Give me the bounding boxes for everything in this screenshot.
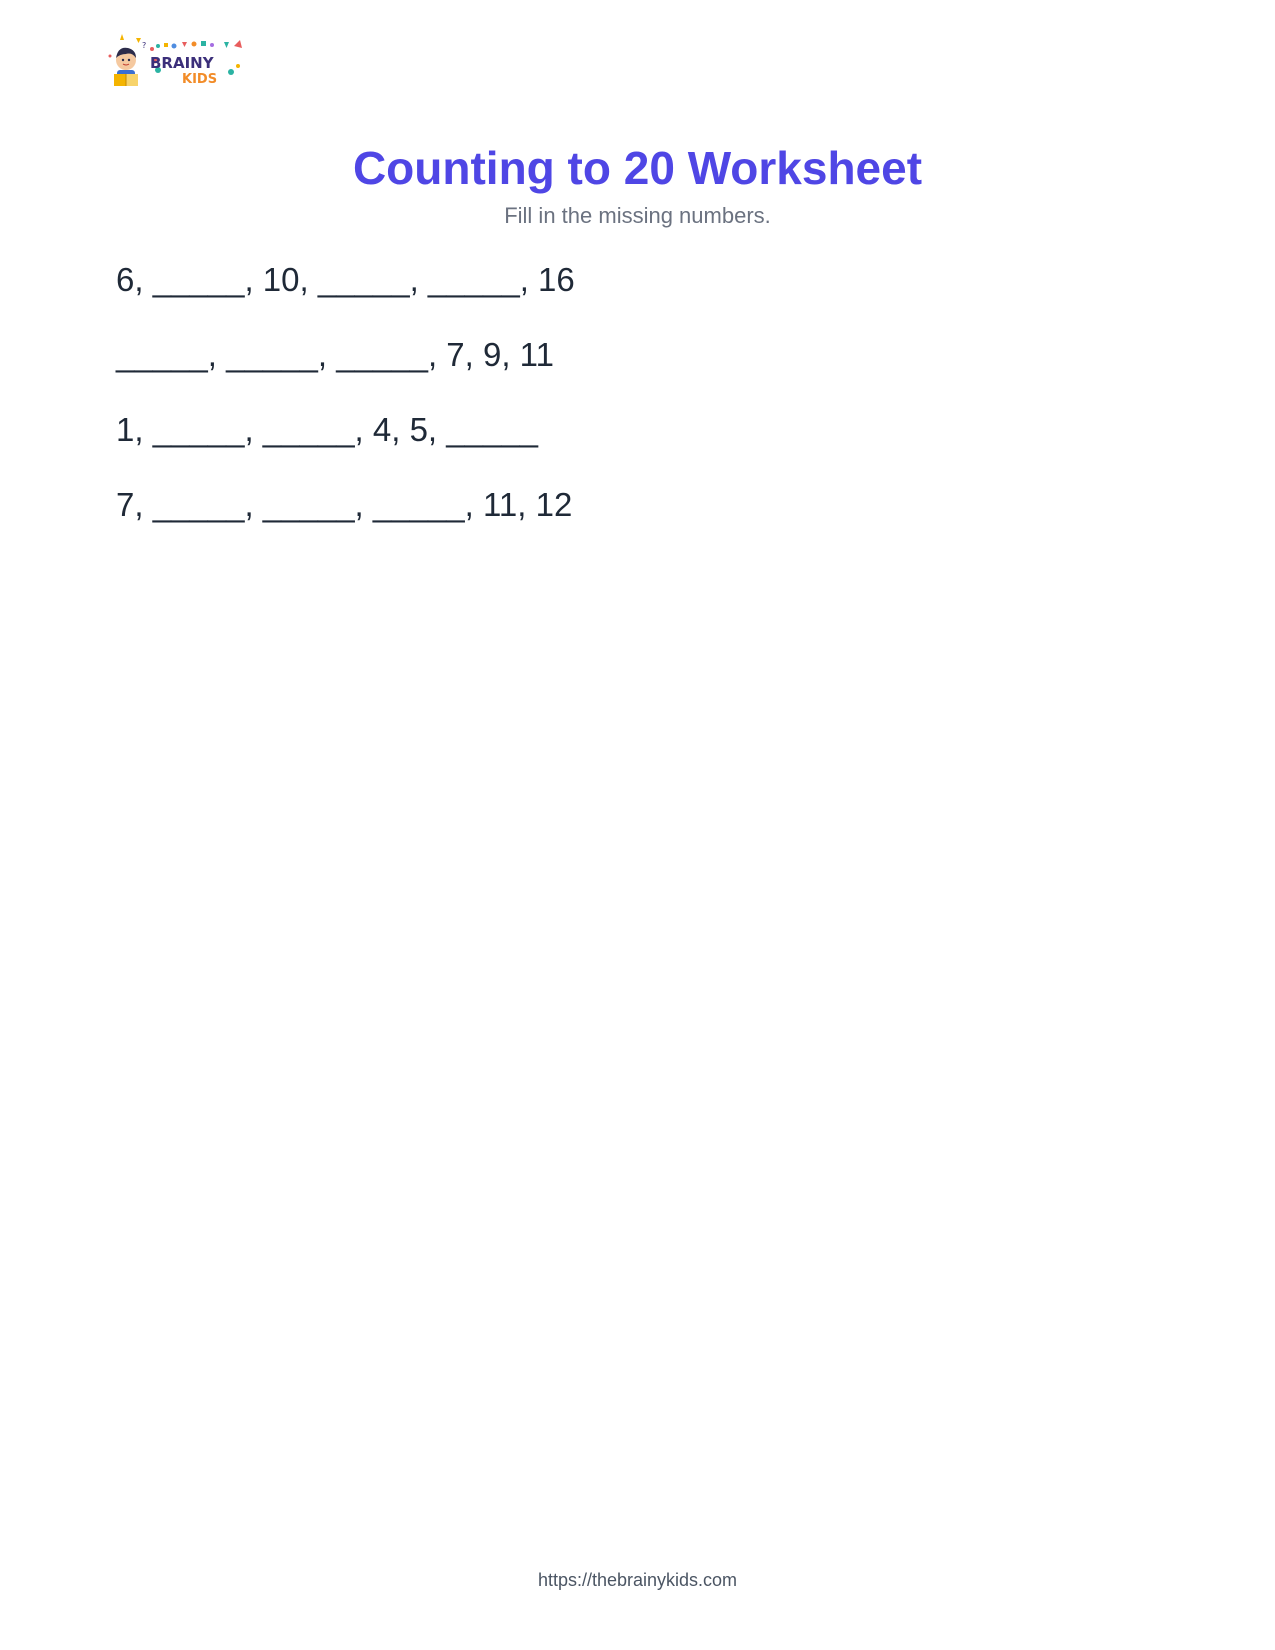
sequence-problem-1: 6, _____, 10, _____, _____, 16 <box>116 261 575 298</box>
sequence-problem-4: 7, _____, _____, _____, 11, 12 <box>116 486 573 523</box>
logo-word-brainy: BRAINY <box>150 54 214 72</box>
footer-url[interactable]: https://thebrainykids.com <box>537 1570 738 1590</box>
sequence-problem-3: 1, _____, _____, 4, 5, _____ <box>116 411 539 448</box>
svg-text:?: ? <box>142 41 147 50</box>
problem-list <box>116 260 575 560</box>
logo-word-kids: KIDS <box>182 72 218 87</box>
instructions: Fill in the missing numbers. <box>504 203 771 228</box>
brainy-kids-logo <box>106 32 254 94</box>
page-title: Counting to 20 Worksheet <box>352 142 923 194</box>
sequence-problem-2: _____, _____, _____, 7, 9, 11 <box>116 336 554 373</box>
